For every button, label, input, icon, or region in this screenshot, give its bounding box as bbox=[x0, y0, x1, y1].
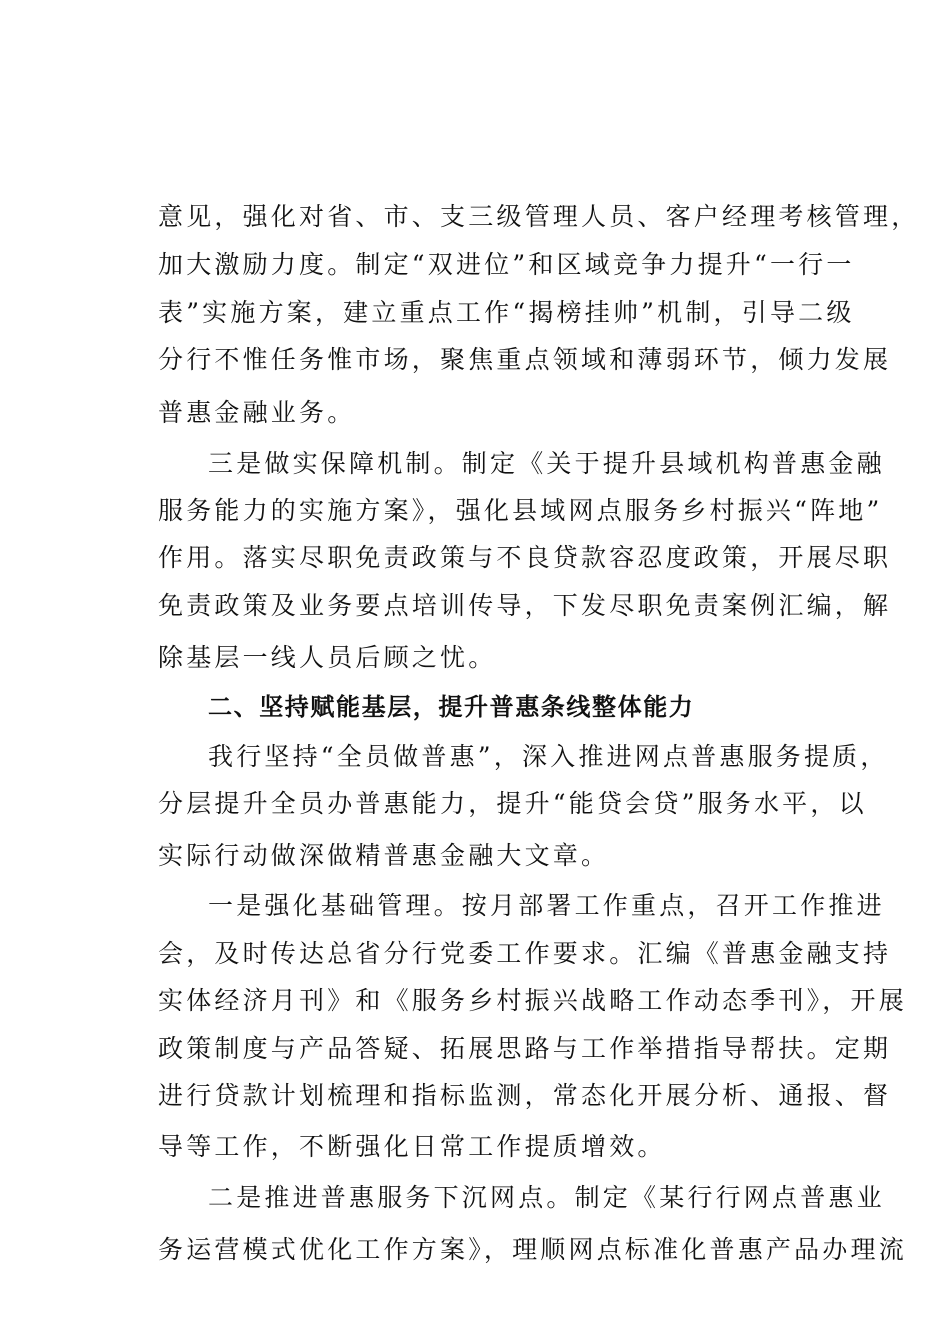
body-text-line: 进行贷款计划梳理和指标监测，常态化开展分析、通报、督 bbox=[158, 1081, 892, 1110]
body-text-line: 普惠金融业务。 bbox=[158, 398, 356, 427]
body-text-line: 我行坚持“全员做普惠”，深入推进网点普惠服务提质， bbox=[208, 742, 889, 771]
body-text-line: 加大激励力度。制定“双进位”和区域竞争力提升“一行一 bbox=[158, 250, 855, 279]
body-text-line: 实体经济月刊》和《服务乡村振兴战略工作动态季刊》，开展 bbox=[158, 986, 907, 1015]
body-text-line: 表”实施方案，建立重点工作“揭榜挂帅”机制，引导二级 bbox=[158, 298, 855, 327]
body-text-line: 会，及时传达总省分行党委工作要求。汇编《普惠金融支持 bbox=[158, 939, 892, 968]
body-text-line: 务运营模式优化工作方案》，理顺网点标准化普惠产品办理流 bbox=[158, 1235, 907, 1264]
body-text-line: 政策制度与产品答疑、拓展思路与工作举措指导帮扶。定期 bbox=[158, 1034, 892, 1063]
body-text-line: 作用。落实尽职免责政策与不良贷款容忍度政策，开展尽职 bbox=[158, 543, 892, 572]
body-text-line: 三是做实保障机制。制定《关于提升县域机构普惠金融 bbox=[208, 449, 885, 478]
body-text-line: 分行不惟任务惟市场，聚焦重点领域和薄弱环节，倾力发展 bbox=[158, 345, 892, 374]
body-text-line: 服务能力的实施方案》，强化县域网点服务乡村振兴“阵地” bbox=[158, 496, 883, 525]
body-text-line: 除基层一线人员后顾之忧。 bbox=[158, 643, 497, 672]
body-text-line: 导等工作，不断强化日常工作提质增效。 bbox=[158, 1132, 666, 1161]
body-text-line: 实际行动做深做精普惠金融大文章。 bbox=[158, 841, 610, 870]
section-heading: 二、坚持赋能基层，提升普惠条线整体能力 bbox=[208, 693, 695, 721]
body-text-line: 分层提升全员办普惠能力，提升“能贷会贷”服务水平，以 bbox=[158, 789, 867, 818]
body-text-line: 二是推进普惠服务下沉网点。制定《某行行网点普惠业 bbox=[208, 1183, 885, 1212]
body-text-line: 免责政策及业务要点培训传导，下发尽职免责案例汇编，解 bbox=[158, 591, 892, 620]
body-text-line: 意见，强化对省、市、支三级管理人员、客户经理考核管理， bbox=[158, 202, 920, 231]
body-text-line: 一是强化基础管理。按月部署工作重点，召开工作推进 bbox=[208, 891, 885, 920]
